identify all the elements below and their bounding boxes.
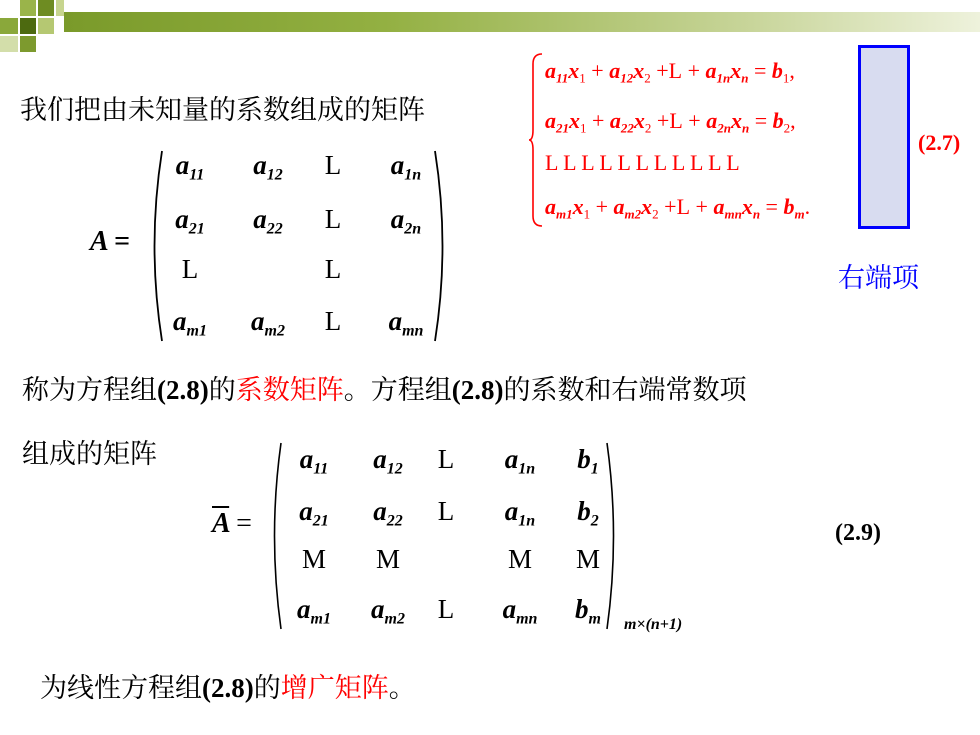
matrix-Abar-left-paren (266, 440, 284, 632)
matrix-A-cell: $a_{1n}$ (390, 150, 422, 184)
matrix-Abar-cell: $b_1$ (577, 444, 599, 478)
equation-label-2-9: (2.9) (835, 520, 881, 546)
matrix-A-cell: $a_{mn}$ (388, 306, 424, 340)
equation-label-2-7: (2.7) (918, 130, 961, 155)
title-decoration (0, 0, 980, 62)
matrix-A-cell: L (324, 150, 342, 180)
matrix-Abar-cell: $a_{1n}$ (504, 444, 536, 478)
matrix-Abar-cell: $a_{1n}$ (504, 496, 536, 530)
intro-text: 我们把由未知量的系数组成的矩阵 (20, 95, 425, 126)
matrix-Abar-cell: L (437, 594, 455, 624)
matrix-Abar-cell: M (575, 544, 601, 574)
paragraph-augmented-matrix: 为线性方程组(2.8)的增广矩阵。 (40, 673, 416, 704)
matrix-A-cell: $a_{21}$ (175, 204, 205, 238)
matrix-A-left-paren (145, 148, 165, 344)
header-gradient-bar (64, 12, 980, 32)
deco-square (20, 18, 36, 34)
deco-square (0, 18, 18, 34)
deco-square (0, 36, 18, 52)
matrix-A-cell: $a_{22}$ (253, 204, 283, 238)
matrix-A-cell: $a_{11}$ (175, 150, 205, 184)
term-coefficient-matrix: 系数矩阵 (235, 375, 344, 406)
matrix-Abar-cell: M (301, 544, 327, 574)
system-equation-2: $a_{21}x_1 + a_{22}x_2 +L + a_{2n}x_n = b_2$, (545, 108, 796, 136)
system-ellipsis-row: L L L L L L L L L L L (545, 150, 740, 175)
matrix-Abar-cell: L (437, 496, 455, 526)
matrix-Abar-name: $\overline{A}$ = (212, 508, 252, 539)
rhs-highlight-box (858, 45, 910, 229)
matrix-Abar-cell: $a_{12}$ (373, 444, 403, 478)
matrix-Abar-cell: M (507, 544, 533, 574)
matrix-Abar-cell: L (437, 444, 455, 474)
matrix-Abar-cell: M (375, 544, 401, 574)
deco-square (20, 36, 36, 52)
deco-square (56, 0, 64, 16)
deco-square (38, 18, 54, 34)
paragraph-coefficient-matrix: 称为方程组(2.8)的系数矩阵。方程组(2.8)的系数和右端常数项 (22, 375, 747, 406)
matrix-Abar-cell: $a_{mn}$ (502, 594, 538, 628)
system-equation-1: $a_{11}x_1 + a_{12}x_2 +L + a_{1n}x_n = b_1$, (545, 58, 795, 86)
matrix-A-cell: $a_{2n}$ (390, 204, 422, 238)
matrix-A-cell: $a_{m2}$ (251, 306, 285, 340)
matrix-A-name: A = (90, 226, 131, 257)
paragraph-formed-matrix: 组成的矩阵 (22, 439, 157, 470)
matrix-Abar-cell: $b_2$ (577, 496, 599, 530)
matrix-Abar-right-paren (604, 440, 622, 632)
matrix-Abar-cell: $a_{11}$ (299, 444, 329, 478)
matrix-A-cell: L (181, 254, 199, 284)
system-brace (528, 52, 546, 228)
deco-square (20, 0, 36, 16)
deco-square (38, 0, 54, 16)
matrix-Abar-cell: $b_m$ (575, 594, 601, 628)
system-equation-m: $a_{m1}x_1 + a_{m2}x_2 +L + a_{mn}x_n = b_m$. (545, 194, 811, 222)
matrix-Abar-cell: $a_{m2}$ (371, 594, 405, 628)
matrix-size-subscript: m×(n+1) (624, 616, 683, 633)
matrix-Abar-cell: $a_{21}$ (299, 496, 329, 530)
matrix-A-right-paren (432, 148, 452, 344)
matrix-Abar-cell: $a_{22}$ (373, 496, 403, 530)
rhs-label: 右端项 (838, 263, 919, 294)
matrix-A-cell: L (324, 204, 342, 234)
matrix-A-cell: $a_{m1}$ (173, 306, 207, 340)
matrix-A-cell: L (324, 306, 342, 336)
matrix-A-cell: L (324, 254, 342, 284)
term-augmented-matrix: 增广矩阵 (280, 673, 389, 704)
matrix-Abar-cell: $a_{m1}$ (297, 594, 331, 628)
matrix-A-cell: $a_{12}$ (253, 150, 283, 184)
